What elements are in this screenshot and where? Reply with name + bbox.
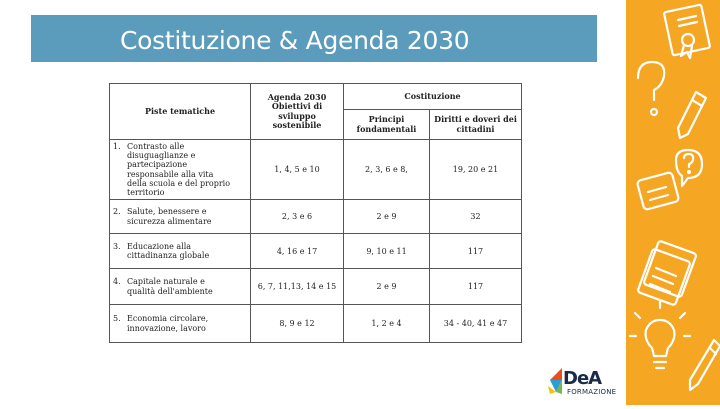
header-themes: Piste tematiche	[110, 84, 251, 140]
header-principles: Principi fondamentali	[344, 110, 430, 140]
header-rights: Diritti e doveri dei cittadini	[430, 110, 522, 140]
objectives-table	[109, 83, 522, 343]
theme-cell	[110, 305, 251, 343]
agenda-cell: 1, 4, 5 e 10	[251, 140, 344, 200]
rights-cell: 19, 20 e 21	[430, 140, 522, 200]
theme-text: Contrasto alle disuguaglianze e partecipazione responsabile alla vita della scuola e del proprio territorio	[127, 142, 231, 197]
theme-text: Economia circolare, innovazione, lavoro	[127, 314, 209, 333]
theme-cell	[110, 200, 251, 234]
logo-name: DeA	[563, 368, 602, 389]
theme-cell	[110, 269, 251, 305]
principles-cell: 9, 10 e 11	[344, 234, 430, 269]
row-number: 4.	[113, 277, 121, 287]
decorative-sidebar	[626, 0, 720, 405]
question-mark-icon	[638, 62, 664, 115]
row-number: 5.	[113, 314, 121, 324]
agenda-cell: 2, 3 e 6	[251, 200, 344, 234]
header-agenda: Agenda 2030 Obiettivi di sviluppo sostenibile	[251, 84, 344, 140]
table-row	[110, 269, 522, 305]
principles-cell: 2 e 9	[344, 269, 430, 305]
table-row	[110, 140, 522, 200]
sidebar-icons	[626, 0, 720, 405]
agenda-cell: 8, 9 e 12	[251, 305, 344, 343]
principles-cell: 2 e 9	[344, 200, 430, 234]
row-number: 1.	[113, 142, 121, 151]
rights-cell: 117	[430, 234, 522, 269]
principles-cell: 1, 2 e 4	[344, 305, 430, 343]
table-row	[110, 200, 522, 234]
header-constitution: Costituzione	[344, 84, 522, 110]
theme-cell	[110, 140, 251, 200]
speech-bubble-question-icon	[637, 150, 702, 210]
logo-subtitle: FORMAZIONE	[567, 388, 617, 396]
theme-text: Salute, benessere e sicurezza alimentare	[127, 207, 212, 226]
documents-icon	[637, 241, 696, 306]
rights-cell: 32	[430, 200, 522, 234]
row-number: 2.	[113, 207, 121, 217]
objectives-table-container	[109, 83, 521, 339]
lightbulb-icon	[630, 302, 690, 368]
theme-cell	[110, 234, 251, 269]
agenda-cell: 6, 7, 11,13, 14 e 15	[251, 269, 344, 305]
slide-title: Costituzione & Agenda 2030	[120, 26, 470, 55]
pen-icon	[690, 340, 720, 390]
theme-text: Capitale naturale e qualità dell'ambiente	[127, 277, 213, 296]
table-row	[110, 305, 522, 343]
rights-cell: 117	[430, 269, 522, 305]
theme-text: Educazione alla cittadinanza globale	[127, 241, 210, 261]
principles-cell: 2, 3, 6 e 8,	[344, 140, 430, 200]
table-row	[110, 234, 522, 269]
row-number: 3.	[113, 241, 121, 251]
certificate-icon	[664, 5, 710, 58]
pencil-icon	[678, 92, 706, 138]
agenda-cell: 4, 16 e 17	[251, 234, 344, 269]
rights-cell: 34 - 40, 41 e 47	[430, 305, 522, 343]
